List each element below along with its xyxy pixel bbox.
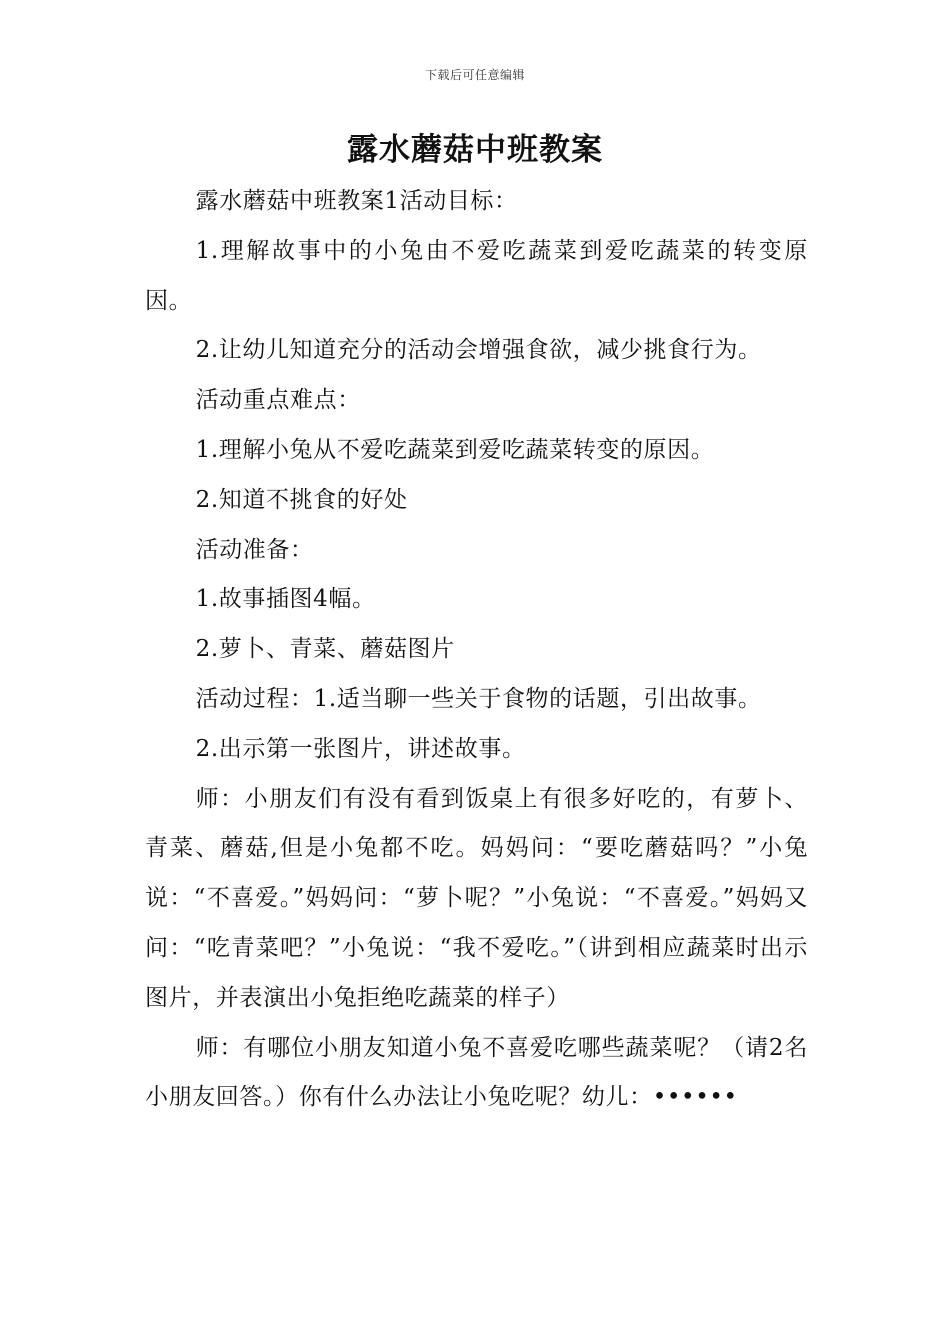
paragraph: 2.让幼儿知道充分的活动会增强食欲，减少挑食行为。: [195, 337, 762, 364]
paragraph: 2.萝卜、青菜、蘑菇图片: [195, 636, 455, 663]
paragraph: 活动过程：1.适当聊一些关于食物的话题，引出故事。: [195, 685, 762, 712]
paragraph: 师：小朋友们有没有看到饭桌上有很多好吃的，有萝卜、青菜、蘑菇,但是小兔都不吃。妈妈问：“要吃蘑菇吗？”小兔说：“不喜爱。”妈妈问：“萝卜呢？”小兔说：“不喜爱。”妈妈又问：“吃青菜吧？”小兔说：“我不爱吃。”（讲到相应蔬菜时出示图片，并表演出小兔拒绝吃蔬菜的样子）: [145, 785, 808, 1011]
paragraph: 1.理解小兔从不爱吃蔬菜到爱吃蔬菜转变的原因。: [195, 436, 715, 463]
paragraph: 1.理解故事中的小兔由不爱吃蔬菜到爱吃蔬菜的转变原因。: [145, 237, 808, 314]
paragraph: 2.知道不挑食的好处: [195, 486, 408, 513]
paragraph: 师：有哪位小朋友知道小兔不喜爱吃哪些蔬菜呢？（请2名小朋友回答。）你有什么办法让小兔吃呢？幼儿：••••••: [145, 1034, 808, 1111]
paragraph: 活动准备：: [195, 536, 314, 563]
document-title: 露水蘑菇中班教案: [347, 132, 603, 168]
paragraph: 活动重点难点：: [195, 387, 361, 414]
paragraph: 2.出示第一张图片，讲述故事。: [195, 735, 526, 762]
document-body: [145, 177, 808, 1123]
header-note: 下载后可任意编辑: [424, 68, 525, 82]
paragraph: 露水蘑菇中班教案1活动目标：: [195, 188, 518, 214]
paragraph: 1.故事插图4幅。: [195, 586, 376, 613]
